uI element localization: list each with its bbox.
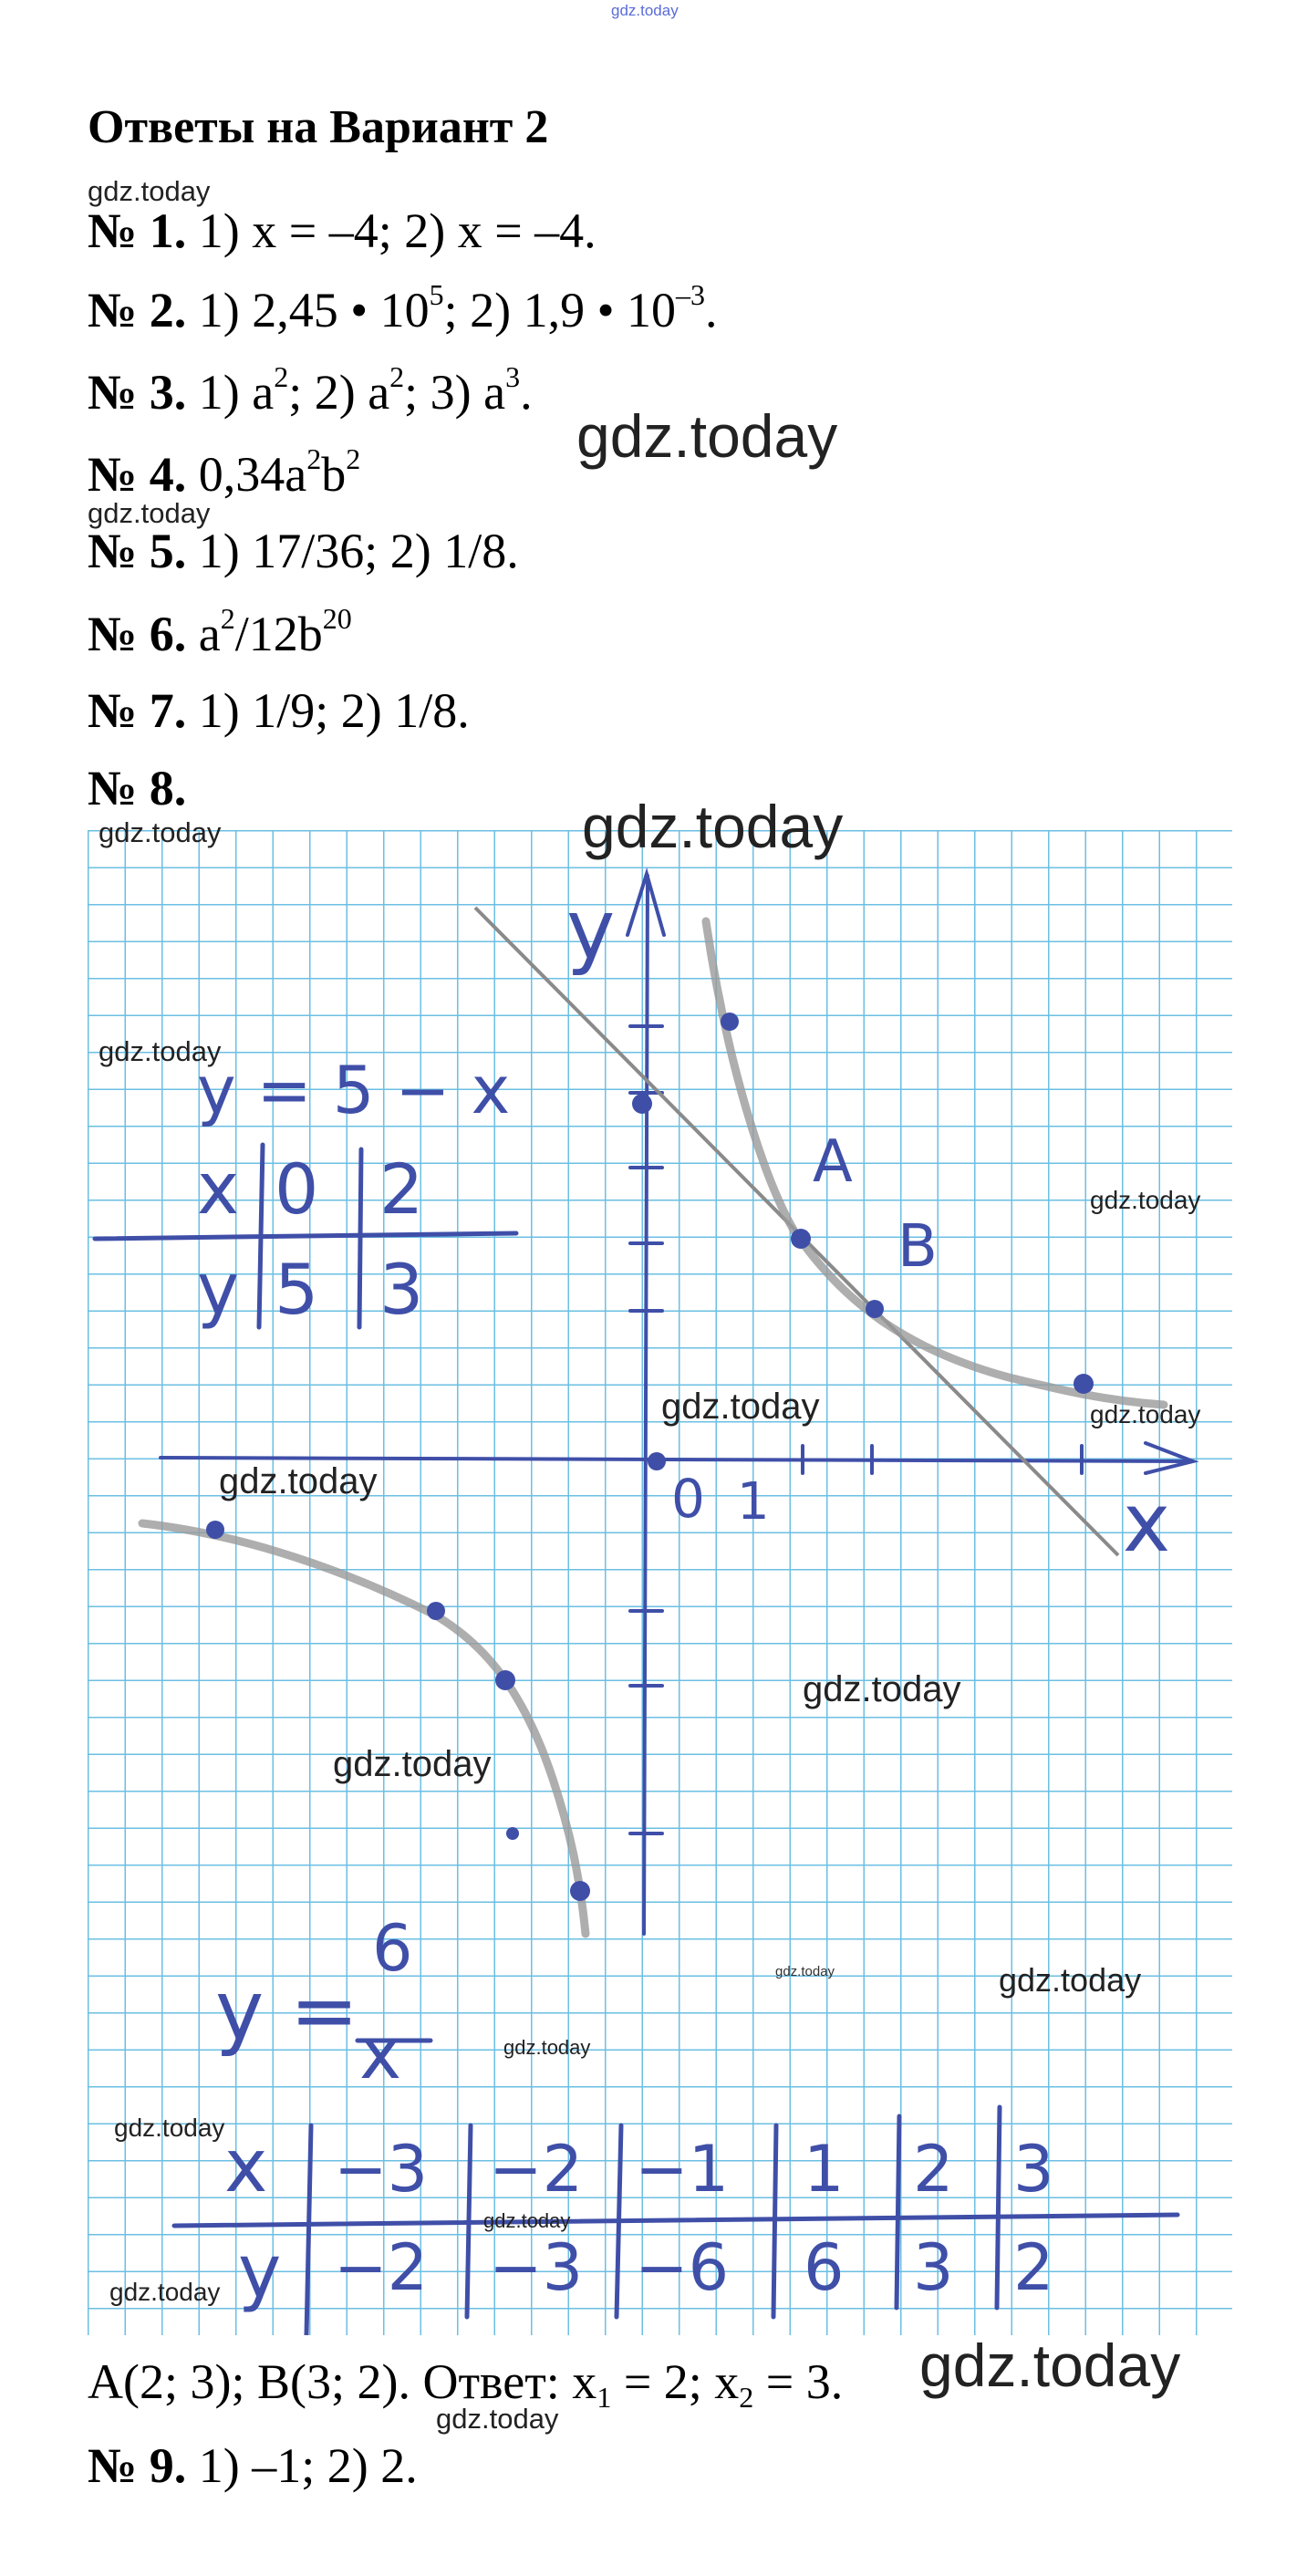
page-title: Ответы на Вариант 2 (88, 101, 549, 153)
answer-9 (88, 2437, 418, 2494)
answer-number: № 1. (88, 203, 187, 258)
line-table-y1: 3 (379, 1249, 424, 1330)
watermark: gdz.today (483, 2209, 571, 2232)
point (506, 1827, 519, 1840)
hyper-table-x2: −1 (635, 2132, 730, 2207)
answer-number: № 9. (88, 2438, 187, 2493)
watermark: gdz.today (114, 2114, 225, 2142)
hyper-table-x0: −3 (334, 2132, 429, 2207)
point (495, 1670, 515, 1690)
answer-number: № 5. (88, 524, 187, 578)
point-a (791, 1229, 811, 1249)
watermark: gdz.today (109, 2278, 221, 2306)
answer-3 (88, 360, 533, 421)
hyper-table-x4: 2 (913, 2132, 954, 2207)
hyperbola-numerator: 6 (372, 1911, 413, 1986)
watermark: gdz.today (775, 1964, 835, 1979)
hyper-table-y4: 3 (913, 2230, 954, 2305)
point (632, 1094, 652, 1114)
hyper-table-vline (897, 2116, 899, 2308)
hyper-table-y1: −3 (489, 2230, 584, 2305)
hyper-table-y0: −2 (334, 2230, 429, 2305)
answer-text: 1) –1; 2) 2. (198, 2438, 418, 2493)
answer-8 (88, 760, 186, 816)
answer-number: № 3. (88, 365, 187, 420)
answer-number: № 6. (88, 607, 187, 661)
watermark: gdz.today (503, 2036, 591, 2059)
answer-number: № 8. (88, 761, 187, 815)
answer-text: 1) $a^2$; 2) $a^2$; 3) $a^3$. (198, 360, 533, 420)
answer-5 (88, 523, 519, 579)
watermark: gdz.today (661, 1387, 820, 1427)
answer-number: № 2. (88, 283, 187, 338)
hyper-table-y5: 2 (1013, 2230, 1054, 2305)
watermark: gdz.today (333, 1744, 492, 1784)
line-table-y-label: y (197, 1249, 240, 1331)
hyper-table-vline (773, 2125, 776, 2317)
watermark: gdz.today (88, 497, 211, 529)
answer-2 (88, 278, 718, 338)
answer-text: 1) 1/9; 2) 1/8. (198, 683, 470, 738)
watermark: gdz.today (88, 175, 211, 207)
answer-text: 1) 2,45 • $10^5$; 2) 1,9 • $10^{-3}$. (198, 278, 718, 338)
watermark: gdz.today (99, 816, 222, 848)
answer-8-result: A(2; 3); B(3; 2). Ответ: $x_1 = 2$; $x_2 = 3$. (88, 2354, 844, 2414)
origin-point (648, 1452, 666, 1470)
watermark: gdz.today (99, 1035, 222, 1067)
line-table-x1: 2 (379, 1148, 424, 1230)
answer-text: $0,34a^2b^2$ (198, 442, 361, 502)
hyper-table-y2: −6 (635, 2230, 730, 2305)
watermark: gdz.today (803, 1669, 961, 1709)
axis-y-label: y (566, 882, 616, 978)
hyper-table-x-label: x (224, 2124, 268, 2208)
watermark: gdz.today (919, 2332, 1181, 2399)
graph-paper (88, 830, 1232, 2335)
watermark: gdz.today (1090, 1186, 1201, 1214)
watermark: gdz.today (999, 1961, 1142, 1999)
point (427, 1602, 445, 1620)
point-b (866, 1300, 884, 1318)
answer-text: $a^2/12b^{20}$ (198, 602, 352, 661)
answer-number: № 4. (88, 447, 187, 502)
origin-label: 0 (671, 1468, 705, 1530)
answer-number: № 7. (88, 683, 187, 738)
hyper-table-y3: 6 (804, 2230, 845, 2305)
answer-1 (88, 203, 596, 259)
watermark: gdz.today (576, 402, 838, 470)
hyper-table-x3: 1 (804, 2132, 845, 2207)
answer-text: 1) 17/36; 2) 1/8. (198, 524, 519, 578)
line-formula: y = 5 − x (197, 1052, 511, 1128)
watermark: gdz.today (219, 1461, 378, 1501)
answer-text: 1) x = –4; 2) x = –4. (198, 203, 596, 258)
answer-7 (88, 682, 470, 739)
hyperbola-denominator: x (359, 2013, 402, 2095)
point (1074, 1374, 1094, 1394)
line-table-y0: 5 (275, 1249, 319, 1330)
point (206, 1521, 224, 1539)
axis-x-label: x (1123, 1476, 1171, 1570)
answer-4 (88, 442, 360, 503)
answer-6 (88, 602, 352, 662)
hyper-table-y-label: y (238, 2229, 282, 2314)
site-mark: gdz.today (611, 2, 679, 19)
point-b-label: B (897, 1213, 938, 1281)
line-table-vline (359, 1149, 361, 1327)
hyper-table-vline (997, 2107, 1000, 2308)
hyper-table-x5: 3 (1013, 2132, 1054, 2207)
watermark: gdz.today (436, 2403, 559, 2435)
hyper-table-x1: −2 (489, 2132, 584, 2207)
unit-label: 1 (737, 1472, 770, 1532)
hyperbola-lhs: y = (215, 1963, 359, 2059)
line-table-x-label: x (197, 1148, 240, 1231)
point (721, 1013, 739, 1031)
line-table-x0: 0 (275, 1148, 319, 1230)
watermark: gdz.today (582, 793, 844, 860)
point (570, 1881, 590, 1901)
point-a-label: A (813, 1128, 853, 1196)
watermark: gdz.today (1090, 1400, 1201, 1428)
